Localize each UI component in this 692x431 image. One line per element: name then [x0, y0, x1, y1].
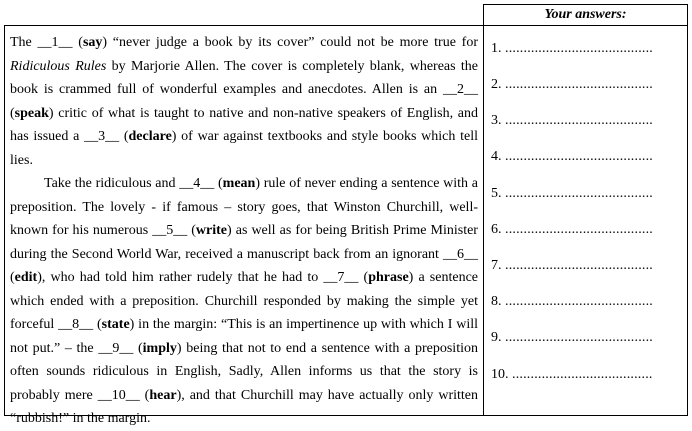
passage-paragraph: [10, 172, 478, 431]
verb-prompt: edit: [14, 270, 38, 285]
passage-run: __ (: [173, 223, 196, 238]
verb-prompt: hear: [149, 387, 177, 403]
passage-run: ) being that not to end a sentence with a preposition often sounds ridiculous in English, Sadly, Allen informs us that the story is probably mere __: [10, 340, 478, 403]
answer-line-10[interactable]: [491, 367, 653, 383]
passage-run: ) a sentence which ended with a preposition. Churchill responded by making the simple yet forceful __: [10, 270, 478, 332]
answer-number: 8.: [491, 294, 502, 309]
passage-run: 1: [51, 35, 59, 50]
answer-line-1[interactable]: [491, 41, 653, 57]
answer-number: 2.: [491, 77, 502, 92]
verb-prompt: phrase: [368, 270, 409, 285]
passage-run: ) as well as for being British Prime Minister during the Second World War, received a manuscript back from an ignorant __: [10, 223, 478, 262]
answer-blank[interactable]: ........................................: [505, 222, 653, 237]
passage-run: by Marjorie Allen. The cover is completely blank, whereas the book is crammed full of wonderful examples and anecdotes. Allen is an __: [10, 58, 478, 97]
passage-run: ) in the margin: “This is an impertinence up with which I will not put.” – the __: [10, 317, 478, 356]
verb-prompt: declare: [128, 129, 172, 144]
answer-line-6[interactable]: [491, 222, 653, 238]
passage-run: __ (: [58, 35, 83, 50]
verb-prompt: state: [101, 317, 130, 332]
answer-number: 4.: [491, 149, 502, 164]
verb-prompt: imply: [142, 340, 177, 356]
answer-line-7[interactable]: [491, 258, 653, 274]
answer-number: 9.: [491, 330, 502, 345]
passage-run: Take the ridiculous and __: [44, 176, 194, 191]
answer-line-9[interactable]: [491, 330, 653, 346]
passage-run: 5: [166, 223, 174, 238]
answer-number: 10.: [491, 367, 509, 382]
exercise-table: [4, 25, 688, 426]
verb-prompt: write: [195, 223, 228, 238]
passage-run: 3: [98, 129, 106, 144]
answer-line-5[interactable]: [491, 186, 653, 202]
answer-blank[interactable]: ........................................: [505, 41, 653, 56]
passage-text: [10, 31, 478, 431]
answer-blank[interactable]: ........................................: [505, 113, 653, 128]
passage-run: __ (: [10, 82, 478, 121]
answer-blank[interactable]: ......................................: [512, 367, 653, 382]
passage-run: 4: [193, 176, 201, 191]
answer-blank[interactable]: ........................................: [505, 258, 653, 273]
answer-blank[interactable]: ........................................: [505, 77, 653, 92]
passage-run: ) of war against textbooks and style books which tell lies.: [10, 129, 478, 168]
passage-run: 7: [337, 270, 345, 285]
verb-prompt: speak: [14, 105, 49, 121]
passage-run: ) critic of what is taught to native and non-native speakers of English, and has issued a __: [10, 105, 478, 144]
passage-run: 6: [457, 246, 464, 262]
passage-run: ) rule of never ending a sentence with a preposition. The lovely - if famous – story goes, that Winston Churchill, well-known for his numerous __: [10, 176, 478, 238]
verb-prompt: mean: [222, 176, 256, 191]
column-divider: [483, 26, 484, 415]
answer-blank[interactable]: ........................................: [505, 149, 653, 164]
passage-run: 8: [72, 317, 80, 332]
exercise-sheet: [4, 4, 688, 426]
answer-number: 3.: [491, 113, 502, 128]
passage-run: 2: [457, 82, 464, 97]
passage-run: __ (: [119, 340, 143, 356]
answer-line-8[interactable]: [491, 294, 653, 310]
answer-blank[interactable]: ........................................: [505, 186, 653, 201]
passage-run: __ (: [10, 246, 478, 285]
answer-line-3[interactable]: [491, 113, 653, 129]
passage-run: 10: [111, 387, 126, 403]
answer-number: 6.: [491, 222, 502, 237]
passage-run: __ (: [200, 176, 223, 191]
passage-run: 9: [112, 340, 120, 356]
answers-column: [489, 26, 684, 415]
passage-run: __ (: [79, 317, 102, 332]
answer-line-4[interactable]: [491, 149, 653, 165]
passage-run: ), who had told him rather rudely that he had to __: [37, 270, 338, 285]
passage-run: __ (: [105, 129, 129, 144]
book-title: Ridiculous Rules: [10, 58, 107, 74]
passage-run: The __: [10, 35, 52, 50]
answer-blank[interactable]: ........................................: [505, 294, 653, 309]
answer-blank[interactable]: ........................................: [505, 330, 653, 345]
answers-header-cell: [483, 4, 688, 26]
answer-number: 1.: [491, 41, 502, 56]
passage-run: ), and that Churchill may have actually only written “rubbish!” in the margin.: [10, 387, 478, 426]
passage-run: __ (: [344, 270, 369, 285]
answer-number: 5.: [491, 186, 502, 201]
passage-run: ) “never judge a book by its cover” could not be more true for: [102, 35, 478, 50]
answer-line-2[interactable]: [491, 77, 653, 93]
answer-number: 7.: [491, 258, 502, 273]
passage-paragraph: [10, 31, 478, 172]
answers-header-title: Your answers:: [544, 7, 627, 22]
verb-prompt: say: [82, 35, 103, 50]
passage-run: __ (: [125, 387, 150, 403]
